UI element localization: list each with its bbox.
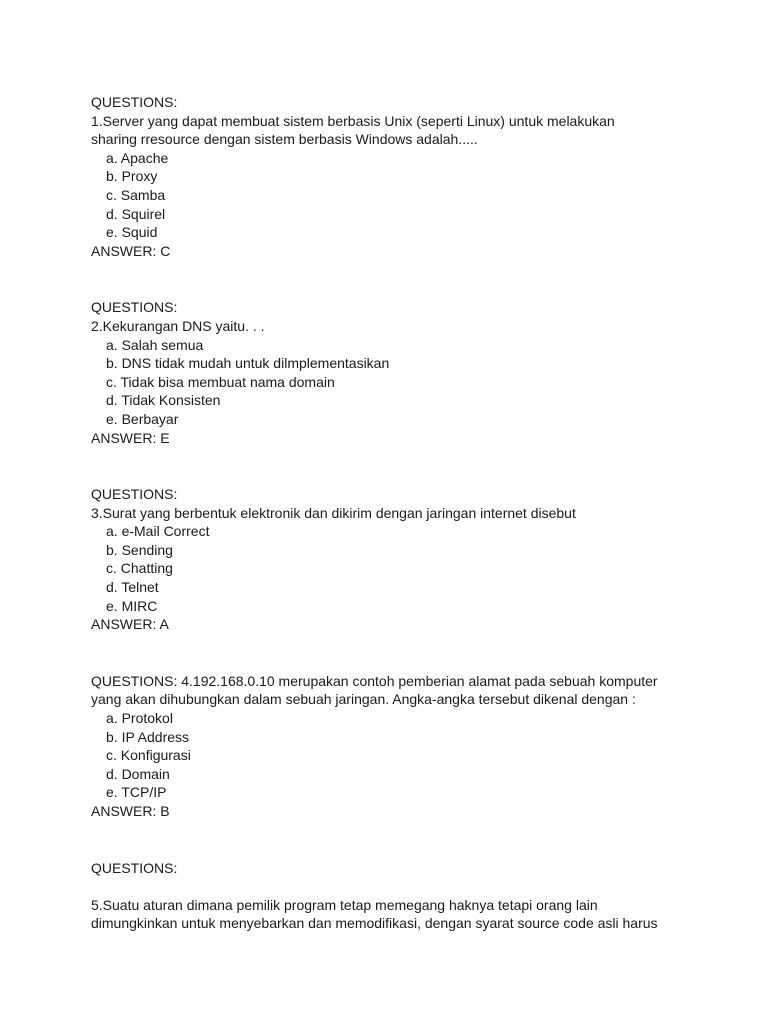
document-page bbox=[91, 93, 691, 933]
question-text-line: sharing rresource dengan sistem berbasis Windows adalah..... bbox=[91, 131, 478, 148]
answer-line: ANSWER: B bbox=[91, 803, 170, 819]
option-a: a. Apache bbox=[106, 149, 169, 166]
question-header: QUESTIONS: bbox=[91, 299, 178, 316]
option-b: b. IP Address bbox=[106, 728, 190, 745]
question-block-5 bbox=[91, 859, 691, 933]
answer-line: ANSWER: E bbox=[91, 429, 170, 446]
spacer bbox=[91, 877, 691, 896]
question-block-1 bbox=[91, 93, 691, 260]
option-b: b. Sending bbox=[106, 541, 173, 558]
question-text-line: yang akan dihubungkan dalam sebuah jaringan. Angka-angka tersebut dikenal dengan : bbox=[91, 691, 636, 708]
spacer bbox=[91, 634, 691, 672]
option-c: c. Chatting bbox=[106, 560, 173, 577]
spacer bbox=[91, 821, 691, 859]
option-a: a. Salah semua bbox=[106, 336, 204, 353]
option-e: e. MIRC bbox=[106, 597, 158, 614]
question-header: QUESTIONS: bbox=[91, 486, 178, 503]
option-c: c. Samba bbox=[106, 186, 166, 203]
question-text-line: 2.Kekurangan DNS yaitu. . . bbox=[91, 317, 265, 334]
question-text-line: 3.Surat yang berbentuk elektronik dan dikirim dengan jaringan internet disebut bbox=[91, 504, 576, 521]
option-b: b. Proxy bbox=[106, 168, 158, 185]
question-block-4 bbox=[91, 672, 691, 821]
spacer bbox=[91, 447, 691, 485]
question-text-line: dimungkinkan untuk menyebarkan dan memodifikasi, dengan syarat source code asli harus bbox=[91, 915, 658, 932]
option-a: a. Protokol bbox=[106, 710, 173, 727]
option-d: d. Squirel bbox=[106, 205, 166, 222]
question-block-3 bbox=[91, 485, 691, 634]
answer-line: ANSWER: C bbox=[91, 242, 171, 259]
question-text-line: 1.Server yang dapat membuat sistem berbasis Unix (seperti Linux) untuk melakukan bbox=[91, 112, 615, 129]
option-d: d. Tidak Konsisten bbox=[106, 392, 221, 409]
option-c: c. Tidak bisa membuat nama domain bbox=[106, 373, 335, 390]
option-b: b. DNS tidak mudah untuk dilmplementasikan bbox=[106, 355, 390, 372]
answer-line: ANSWER: A bbox=[91, 616, 169, 633]
question-header: QUESTIONS: bbox=[91, 94, 178, 110]
option-e: e. Berbayar bbox=[106, 410, 179, 427]
option-e: e. TCP/IP bbox=[106, 784, 167, 801]
option-c: c. Konfigurasi bbox=[106, 747, 191, 764]
option-d: d. Domain bbox=[106, 765, 170, 782]
spacer bbox=[91, 260, 691, 298]
option-e: e. Squid bbox=[106, 224, 158, 241]
question-text-line: QUESTIONS: 4.192.168.0.10 merupakan contoh pemberian alamat pada sebuah komputer bbox=[91, 672, 658, 689]
option-a: a. e-Mail Correct bbox=[106, 523, 210, 540]
option-d: d. Telnet bbox=[106, 579, 159, 596]
question-header: QUESTIONS: bbox=[91, 859, 178, 876]
question-block-2 bbox=[91, 298, 691, 447]
question-text-line: 5.Suatu aturan dimana pemilik program tetap memegang haknya tetapi orang lain bbox=[91, 896, 598, 913]
